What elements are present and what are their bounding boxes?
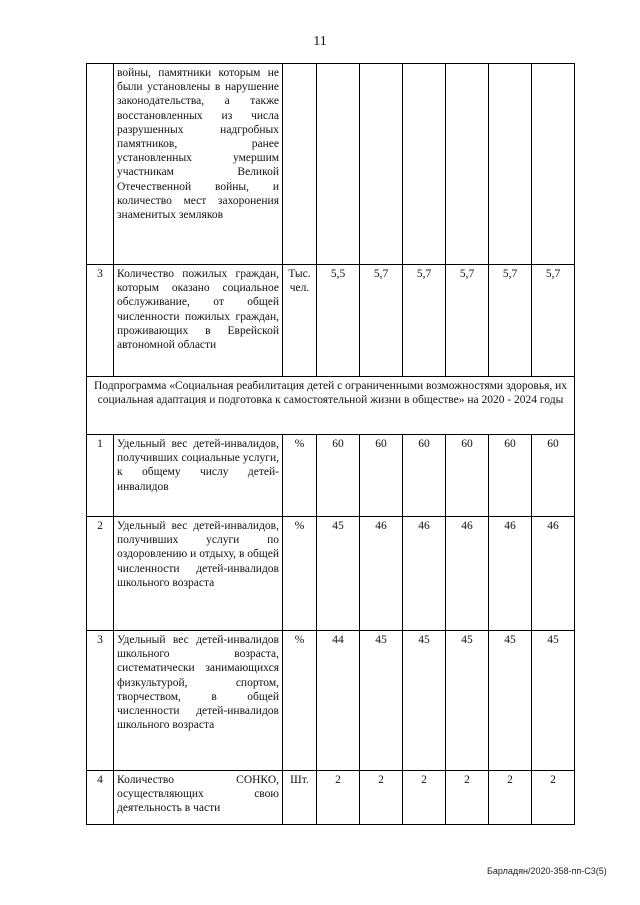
value-cell: 46 xyxy=(446,517,489,631)
indicator-name: Удельный вес детей-инвалидов, получивших услуги по оздоровлению и отдыху, в общей численности детей-инвалидов школьного возраста xyxy=(114,517,283,631)
table-row xyxy=(87,631,575,771)
value-cell: 45 xyxy=(403,631,446,771)
table-row xyxy=(87,771,575,825)
value-cell: 2 xyxy=(446,771,489,825)
indicator-name: Удельный вес детей-инвалидов школьного возраста, систематически занимающихся физкультурой, спортом, творчеством, в общей численности детей-инвалидов школьного возраста xyxy=(114,631,283,771)
value-cell: 60 xyxy=(446,435,489,517)
indicator-name: Удельный вес детей-инвалидов, получивших социальные услуги, к общему числу детей-инвалидов xyxy=(114,435,283,517)
value-cell: 60 xyxy=(317,435,360,517)
value-cell: 2 xyxy=(403,771,446,825)
value-cell: 45 xyxy=(446,631,489,771)
unit-cell: Тыс. чел. xyxy=(283,265,317,377)
value-cell xyxy=(489,64,532,265)
page-number: 11 xyxy=(313,34,327,49)
value-cell: 2 xyxy=(360,771,403,825)
value-cell: 60 xyxy=(360,435,403,517)
value-cell: 5,7 xyxy=(360,265,403,377)
indicator-name: Количество СОНКО, осуществляющих свою деятельность в части xyxy=(114,771,283,825)
value-cell: 46 xyxy=(489,517,532,631)
table-row xyxy=(87,265,575,377)
unit-cell: Шт. xyxy=(283,771,317,825)
unit-cell: % xyxy=(283,435,317,517)
indicator-name: войны, памятники которым не были установлены в нарушение законодательства, а также восстановленных из числа разрушенных надгробных памятников, ранее установленных умершим участникам Великой Отечественной войны, и количество мест захоронения знаменитых земляков xyxy=(114,64,283,265)
unit-cell xyxy=(283,64,317,265)
value-cell: 5,5 xyxy=(317,265,360,377)
value-cell: 45 xyxy=(489,631,532,771)
value-cell: 2 xyxy=(317,771,360,825)
table-row xyxy=(87,435,575,517)
row-number: 2 xyxy=(87,517,114,631)
document-footer-code: Барладян/2020-358-пп-С3(5) xyxy=(487,866,607,876)
value-cell: 60 xyxy=(403,435,446,517)
value-cell xyxy=(532,64,575,265)
table-row xyxy=(87,517,575,631)
value-cell: 46 xyxy=(532,517,575,631)
subprogram-title: Подпрограмма «Социальная реабилитация детей с ограниченными возможностями здоровья, их социальная адаптация и подготовка к самостоятельной жизни в обществе» на 2020 - 2024 годы xyxy=(87,377,575,435)
row-number xyxy=(87,64,114,265)
value-cell: 60 xyxy=(532,435,575,517)
value-cell: 46 xyxy=(403,517,446,631)
value-cell: 2 xyxy=(489,771,532,825)
row-number: 1 xyxy=(87,435,114,517)
value-cell: 45 xyxy=(360,631,403,771)
value-cell: 44 xyxy=(317,631,360,771)
table-row xyxy=(87,64,575,265)
row-number: 4 xyxy=(87,771,114,825)
value-cell: 46 xyxy=(360,517,403,631)
indicator-name: Количество пожилых граждан, которым оказано социальное обслуживание, от общей численности пожилых граждан, проживающих в Еврейской автономной области xyxy=(114,265,283,377)
value-cell xyxy=(446,64,489,265)
value-cell: 2 xyxy=(532,771,575,825)
indicators-table xyxy=(86,63,575,825)
row-number: 3 xyxy=(87,631,114,771)
unit-cell: % xyxy=(283,631,317,771)
value-cell: 45 xyxy=(532,631,575,771)
value-cell xyxy=(360,64,403,265)
unit-cell: % xyxy=(283,517,317,631)
value-cell: 5,7 xyxy=(446,265,489,377)
value-cell: 60 xyxy=(489,435,532,517)
value-cell: 5,7 xyxy=(489,265,532,377)
value-cell xyxy=(317,64,360,265)
value-cell: 5,7 xyxy=(532,265,575,377)
row-number: 3 xyxy=(87,265,114,377)
value-cell: 5,7 xyxy=(403,265,446,377)
value-cell xyxy=(403,64,446,265)
subprogram-row xyxy=(87,377,575,435)
value-cell: 45 xyxy=(317,517,360,631)
